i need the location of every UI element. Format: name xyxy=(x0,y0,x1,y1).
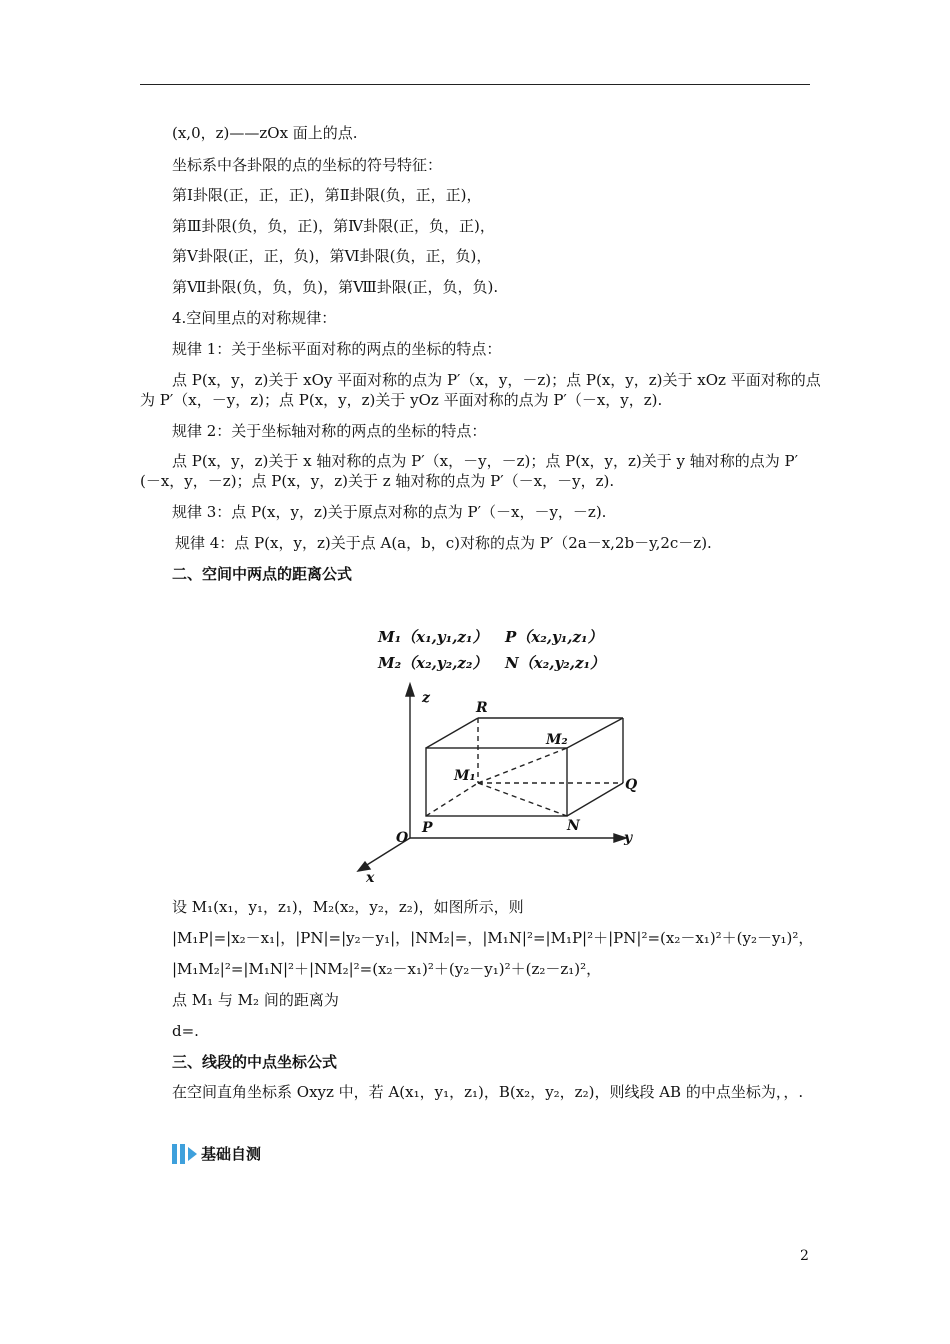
text-line: d=. xyxy=(172,1022,199,1040)
text-line: 规律 2：关于坐标轴对称的两点的坐标的特点： xyxy=(172,422,487,440)
bar-icon xyxy=(172,1144,177,1164)
m2-label: M₂ xyxy=(546,732,568,748)
text-line: 第Ⅰ卦限(正，正，正)，第Ⅱ卦限(负，正，正)， xyxy=(172,186,482,204)
y-label: y xyxy=(624,830,633,846)
legend-p: P（x₂,y₁,z₁） xyxy=(505,628,603,646)
legend-m2: M₂（x₂,y₂,z₂） xyxy=(378,654,488,672)
text-line: 为 P′（x，－y，z)；点 P(x，y，z)关于 yOz 平面对称的点为 P′（－x，y，z). xyxy=(140,391,663,409)
origin-label: O xyxy=(396,830,409,846)
play-icon xyxy=(188,1147,197,1161)
text-line: 设 M₁(x₁，y₁，z₁)，M₂(x₂，y₂，z₂)，如图所示，则 xyxy=(172,898,524,916)
coordinate-figure xyxy=(350,620,650,885)
text-line: 规律 4：点 P(x，y，z)关于点 A(a，b，c)对称的点为 P′（2a－x,2b－y,2c－z). xyxy=(175,534,712,552)
text-line: 第Ⅴ卦限(正，正，负)，第Ⅵ卦限(负，正，负)， xyxy=(172,247,492,265)
q-label: Q xyxy=(625,777,638,793)
legend-m1: M₁（x₁,y₁,z₁） xyxy=(378,628,488,646)
z-label: z xyxy=(422,690,430,706)
text-line: 坐标系中各卦限的点的坐标的符号特征： xyxy=(172,156,443,174)
section-heading: 三、线段的中点坐标公式 xyxy=(172,1053,338,1071)
text-line: 第Ⅶ卦限(负，负，负)，第Ⅷ卦限(正，负，负). xyxy=(172,278,499,296)
text-line: (－x，y，－z)；点 P(x，y，z)关于 z 轴对称的点为 P′（－x，－y，z). xyxy=(140,472,615,490)
z-arrow xyxy=(406,684,414,696)
text-line: |M₁M₂|²=|M₁N|²＋|NM₂|²=(x₂－x₁)²＋(y₂－y₁)²＋(z₂－z₁)²， xyxy=(172,960,602,978)
text-line: 规律 1：关于坐标平面对称的两点的坐标的特点： xyxy=(172,340,502,358)
legend-n: N（x₂,y₂,z₁） xyxy=(505,654,606,672)
section-heading: 二、空间中两点的距离公式 xyxy=(172,565,353,583)
m1-label: M₁ xyxy=(454,768,476,784)
text-line: (x,0，z)——zOx 面上的点. xyxy=(172,124,358,142)
n-label: N xyxy=(567,818,580,834)
self-test-label: 基础自测 xyxy=(201,1145,262,1163)
text-line: 第Ⅲ卦限(负，负，正)，第Ⅳ卦限(正，负，正)， xyxy=(172,217,495,235)
text-line: 规律 3：点 P(x，y，z)关于原点对称的点为 P′（－x，－y，－z). xyxy=(172,503,607,521)
r-label: R xyxy=(476,700,488,716)
text-line: 点 P(x，y，z)关于 xOy 平面对称的点为 P′（x，y，－z)；点 P(x，y，z)关于 xOz 平面对称的点 xyxy=(172,371,821,389)
text-line: 点 M₁ 与 M₂ 间的距离为 xyxy=(172,991,339,1009)
text-line: 在空间直角坐标系 Oxyz 中，若 A(x₁，y₁，z₁)，B(x₂，y₂，z₂)，则线段 AB 的中点坐标为，，. xyxy=(172,1083,804,1101)
bar-icon xyxy=(180,1144,185,1164)
text-line: |M₁P|=|x₂－x₁|，|PN|=|y₂－y₁|，|NM₂|=，|M₁N|²=|M₁P|²＋|PN|²=(x₂－x₁)²＋(y₂－y₁)²， xyxy=(172,929,814,947)
page-number: 2 xyxy=(800,1248,809,1264)
header-rule xyxy=(140,84,810,85)
self-test-heading xyxy=(172,1143,261,1164)
x-label: x xyxy=(366,870,375,885)
text-line: 点 P(x，y，z)关于 x 轴对称的点为 P′（x，－y，－z)；点 P(x，y，z)关于 y 轴对称的点为 P′ xyxy=(172,452,799,470)
text-line: 4.空间里点的对称规律： xyxy=(172,309,337,327)
p-label: P xyxy=(422,820,433,836)
box-front xyxy=(426,748,567,816)
